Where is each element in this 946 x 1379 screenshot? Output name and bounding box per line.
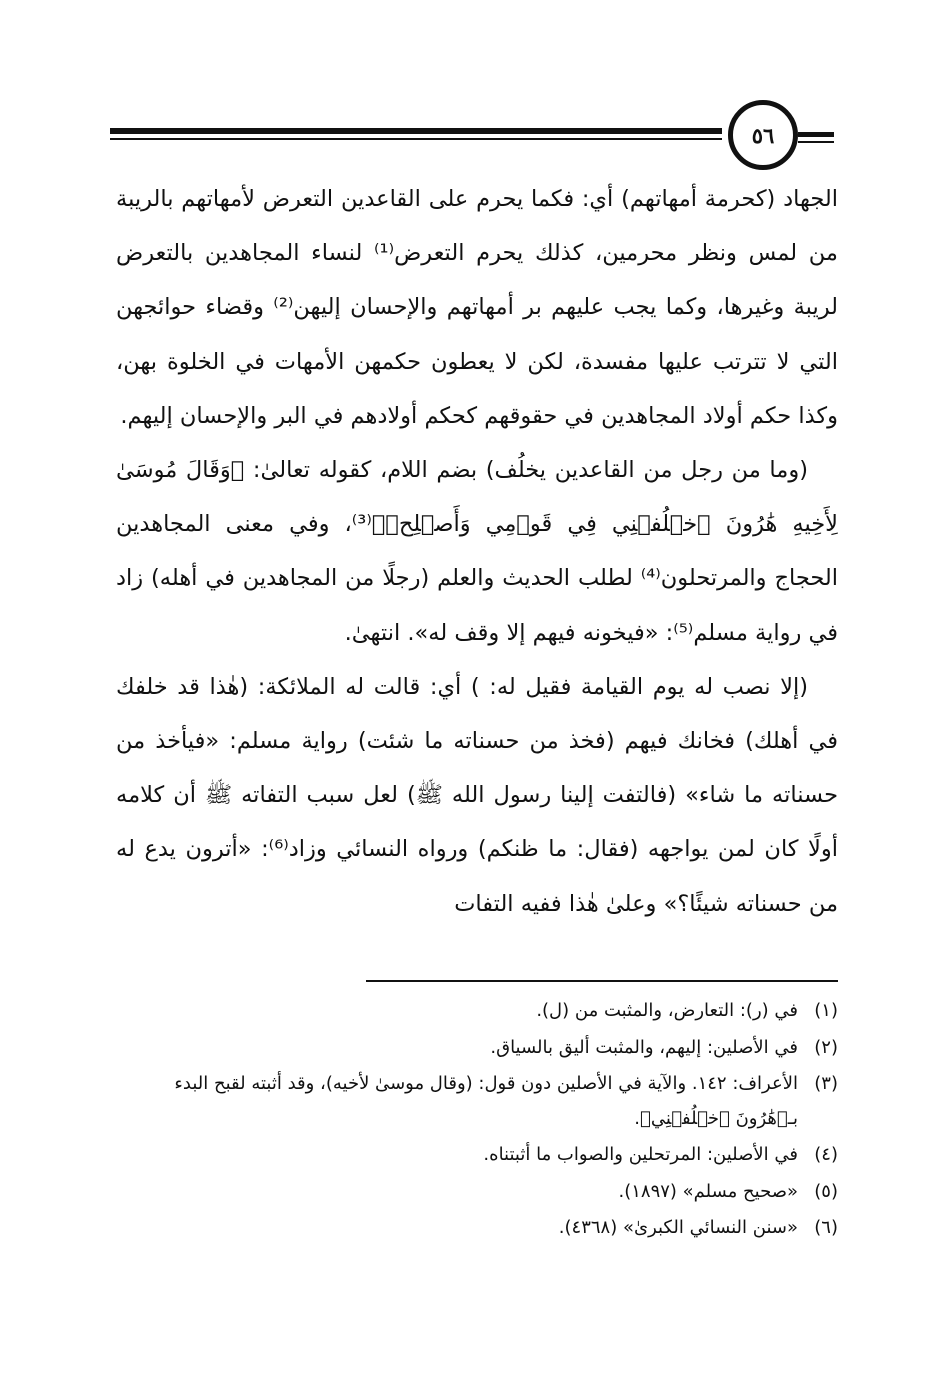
paragraph-1: الجهاد (كحرمة أمهاتهم) أي: فكما يحرم على القاعدين التعرض لأمهاتهم بالريبة من لمس ونظر محرمين، كذلك يحرم التعرض⁽¹⁾ لنساء المجاهدين بالتعرض لريبة وغيرها، وكما يجب عليهم بر أمهاتهم والإحسان إليهن⁽²⁾ وقضاء حوائجهن التي لا تترتب عليها مفسدة، لكن لا يعطون حكمهن الأمهات في الخلوة بهن، وكذا حكم أولاد المجاهدين في حقوقهم كحكم أولادهم في البر والإحسان إليهم. [116, 186, 838, 429]
footnotes [116, 994, 838, 1246]
footnote-text: «صحيح مسلم» (١٨٩٧). [618, 1180, 798, 1202]
ring-tail-thick [798, 132, 834, 137]
footnote-number: (٦) [814, 1217, 838, 1238]
footnote-number: (٤) [814, 1144, 838, 1165]
footnote-divider [366, 980, 838, 982]
footnote-text: في (ر): التعارض، والمثبت من (ل). [536, 1000, 798, 1021]
ring-tail-thin [798, 141, 834, 143]
footnote-6 [116, 1211, 838, 1246]
footnote-1 [116, 994, 838, 1029]
page-header [110, 94, 840, 174]
page-number: ٥٦ [751, 122, 775, 148]
footnote-number: (١) [814, 1000, 838, 1021]
main-text [116, 172, 838, 931]
footnote-2 [116, 1031, 838, 1066]
footnote-text: «سنن النسائي الكبرىٰ» (٤٣٦٨). [558, 1217, 798, 1238]
footnote-text: في الأصلين: إليهم، والمثبت أليق بالسياق. [490, 1036, 798, 1058]
footnote-3 [116, 1067, 838, 1136]
footnote-5 [116, 1175, 838, 1210]
footnote-text: الأعراف: ١٤٢. والآية في الأصلين دون قول: (وقال موسىٰ لأخيه)، وقد أثبته لقبح البدء بـ﴿هَٰرُونَ ٱخۡلُفۡنِي﴾. [174, 1073, 798, 1129]
footnote-number: (٥) [814, 1180, 838, 1202]
footnote-text: في الأصلين: المرتحلين والصواب ما أثبتناه. [483, 1144, 798, 1165]
header-rule-thin [110, 138, 722, 140]
page-number-ring [728, 100, 798, 170]
footnote-number: (٢) [814, 1036, 838, 1058]
paragraph-3: (إلا نصب له يوم القيامة فقيل له: ) أي: قالت له الملائكة: (هٰذا قد خلفك في أهلك) فخانك فيهم (فخذ من حسناته ما شئت) رواية مسلم: «فيأخذ من حسناته ما شاء» (فالتفت إلينا رسول الله ﷺ) لعل سبب التفاته ﷺ أن كلامه أولًا كان لمن يواجهه (فقال: ما ظنكم) ورواه النسائي وزاد⁽⁶⁾: «أترون يدع له من حسناته شيئًا؟» وعلىٰ هٰذا ففيه التفات [116, 673, 838, 917]
footnote-4 [116, 1138, 838, 1173]
header-rule-thick [110, 128, 722, 134]
footnote-number: (٣) [814, 1073, 838, 1094]
paragraph-2: (وما من رجل من القاعدين يخلُف) بضم اللام، كقوله تعالىٰ: ﴿وَقَالَ مُوسَىٰ لِأَخِيهِ هَٰرُونَ ٱخۡلُفۡنِي فِي قَوۡمِي وَأَصۡلِحۡ﴾⁽³⁾، وفي معنى المجاهدين الحجاج والمرتحلون⁽⁴⁾ لطلب الحديث والعلم (رجلًا من المجاهدين في أهله) زاد في رواية مسلم⁽⁵⁾: «فيخونه فيهم إلا وقف له». انتهىٰ. [116, 457, 838, 646]
